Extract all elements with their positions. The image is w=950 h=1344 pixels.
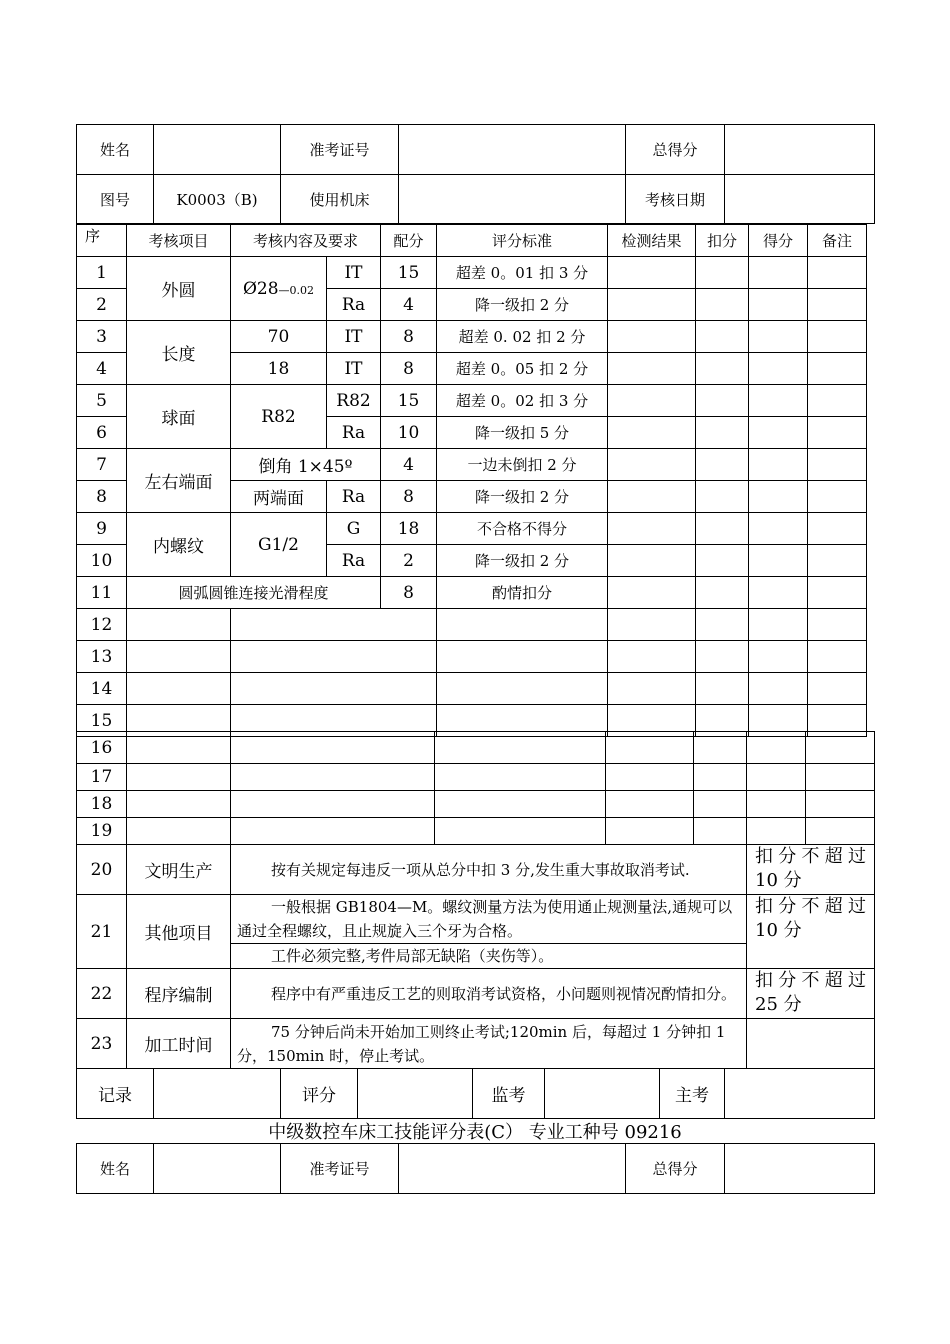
content-cell[interactable]	[231, 673, 437, 705]
row-content: 18	[231, 353, 327, 385]
record-label: 记录	[77, 1069, 154, 1119]
row-no: 4	[77, 353, 127, 385]
row-note	[747, 1019, 875, 1069]
row-req: Ra	[327, 417, 381, 449]
table-row	[77, 791, 875, 818]
remark-cell[interactable]	[806, 791, 875, 818]
col-result: 检测结果	[608, 225, 696, 257]
row-no: 6	[77, 417, 127, 449]
total-score-label: 总得分	[626, 125, 725, 175]
got-cell[interactable]	[749, 545, 808, 577]
next-form-title: 中级数控车床工技能评分表(C） 专业工种号 09216	[268, 1122, 682, 1143]
grade-label: 评分	[281, 1069, 358, 1119]
got-cell[interactable]	[749, 417, 808, 449]
row-standard: 一边未倒扣 2 分	[437, 449, 608, 481]
row-req: Ra	[327, 545, 381, 577]
row-req: Ra	[327, 289, 381, 321]
project-cell[interactable]	[127, 764, 231, 791]
deduct-cell[interactable]	[696, 641, 749, 673]
rule-text: 一般根据 GB1804—M。螺纹测量方法为使用通止规测量法,通规可以通过全程螺纹，且止规旋入三个牙为合格。	[237, 898, 733, 940]
supervise-label: 监考	[473, 1069, 545, 1119]
result-cell[interactable]	[608, 609, 696, 641]
row-no: 3	[77, 321, 127, 353]
row-project: 加工时间	[127, 1019, 231, 1069]
row-score: 15	[381, 257, 437, 289]
row-score: 8	[381, 353, 437, 385]
row-standard: 降一级扣 5 分	[437, 417, 608, 449]
row-no: 21	[77, 895, 127, 969]
row-project: 球面	[127, 385, 231, 449]
row-rule	[231, 944, 747, 969]
got-cell[interactable]	[749, 289, 808, 321]
col-deduct: 扣分	[696, 225, 749, 257]
deduct-cell[interactable]	[694, 791, 747, 818]
grade-value[interactable]	[358, 1069, 473, 1119]
got-cell[interactable]	[749, 385, 808, 417]
got-cell[interactable]	[749, 513, 808, 545]
deduct-cell[interactable]	[696, 321, 749, 353]
row-score: 10	[381, 417, 437, 449]
remark-cell[interactable]	[808, 449, 867, 481]
result-cell[interactable]	[608, 257, 696, 289]
row-no: 17	[77, 764, 127, 791]
exam-id-value[interactable]	[399, 125, 626, 175]
row-note: 扣分不超过 10 分	[747, 845, 875, 895]
row-no: 7	[77, 449, 127, 481]
remark-cell[interactable]	[806, 732, 875, 764]
got-cell[interactable]	[749, 257, 808, 289]
got-cell[interactable]	[749, 481, 808, 513]
row-no: 20	[77, 845, 127, 895]
result-cell[interactable]	[608, 481, 696, 513]
row-project: 文明生产	[127, 845, 231, 895]
remark-cell[interactable]	[808, 321, 867, 353]
row-rule	[231, 845, 747, 895]
row-no: 8	[77, 481, 127, 513]
row-standard: 超差 0。01 扣 3 分	[437, 257, 608, 289]
row-project: 左右端面	[127, 449, 231, 513]
col-standard: 评分标准	[437, 225, 608, 257]
row-no: 16	[77, 732, 127, 764]
project-cell[interactable]	[127, 791, 231, 818]
remark-cell[interactable]	[808, 417, 867, 449]
row-content: 倒角 1×45º	[231, 449, 381, 481]
remark-cell[interactable]	[808, 385, 867, 417]
remark-cell[interactable]	[808, 641, 867, 673]
row-req: IT	[327, 257, 381, 289]
chief-label: 主考	[660, 1069, 725, 1119]
row-score: 8	[381, 481, 437, 513]
remark-cell[interactable]	[808, 609, 867, 641]
total-score-label: 总得分	[626, 1144, 725, 1194]
extra-row	[77, 845, 875, 895]
project-cell[interactable]	[127, 641, 231, 673]
row-content: R82	[231, 385, 327, 449]
table-row	[77, 449, 867, 481]
col-got: 得分	[749, 225, 808, 257]
row-project: 内螺纹	[127, 513, 231, 577]
got-cell[interactable]	[749, 577, 808, 609]
supervise-value[interactable]	[545, 1069, 660, 1119]
row-req: IT	[327, 353, 381, 385]
got-cell[interactable]	[749, 641, 808, 673]
table-row	[77, 818, 875, 845]
chief-value[interactable]	[725, 1069, 875, 1119]
rule-text: 程序中有严重违反工艺的则取消考试资格，小问题则视情况酌情扣分。	[271, 984, 737, 1003]
result-cell[interactable]	[608, 417, 696, 449]
deduct-cell[interactable]	[696, 513, 749, 545]
result-cell[interactable]	[606, 818, 694, 845]
row-score: 18	[381, 513, 437, 545]
row-content: 70	[231, 321, 327, 353]
table-row	[77, 673, 867, 705]
row-no: 12	[77, 609, 127, 641]
remark-cell[interactable]	[806, 818, 875, 845]
remark-cell[interactable]	[808, 353, 867, 385]
project-cell[interactable]	[127, 609, 231, 641]
row-content: 圆弧圆锥连接光滑程度	[127, 577, 381, 609]
got-cell[interactable]	[747, 764, 806, 791]
result-cell[interactable]	[608, 289, 696, 321]
drawing-value: K0003（B)	[154, 175, 281, 224]
name-value[interactable]	[154, 125, 281, 175]
rule-text: 工件必须完整,考件局部无缺陷（夹伤等）。	[271, 947, 554, 965]
extra-row	[77, 895, 875, 944]
deduct-cell[interactable]	[696, 417, 749, 449]
content-cell[interactable]	[231, 818, 435, 845]
row-no: 22	[77, 969, 127, 1019]
row-standard: 超差 0。05 扣 2 分	[437, 353, 608, 385]
row-score: 4	[381, 449, 437, 481]
result-cell[interactable]	[606, 764, 694, 791]
row-req: Ra	[327, 481, 381, 513]
row-project: 长度	[127, 321, 231, 385]
exam-id-value[interactable]	[399, 1144, 626, 1194]
name-value[interactable]	[154, 1144, 281, 1194]
table-row	[77, 321, 867, 353]
row-standard: 超差 0。02 扣 3 分	[437, 385, 608, 417]
row-standard: 降一级扣 2 分	[437, 481, 608, 513]
row-no: 2	[77, 289, 127, 321]
remark-cell[interactable]	[808, 545, 867, 577]
table-row	[77, 257, 867, 289]
scoring-table	[76, 224, 867, 737]
deduct-cell[interactable]	[696, 257, 749, 289]
remark-cell[interactable]	[806, 764, 875, 791]
exam-id-label: 准考证号	[281, 125, 399, 175]
col-content: 考核内容及要求	[231, 225, 381, 257]
column-header-row	[77, 225, 867, 257]
standard-cell[interactable]	[435, 732, 606, 764]
result-cell[interactable]	[608, 513, 696, 545]
result-cell[interactable]	[608, 641, 696, 673]
row-standard: 超差 0. 02 扣 2 分	[437, 321, 608, 353]
diameter-tolerance: —0.02	[278, 283, 315, 297]
table-row	[77, 513, 867, 545]
row-score: 2	[381, 545, 437, 577]
col-no: 序	[77, 225, 127, 257]
deduct-cell[interactable]	[696, 353, 749, 385]
remark-cell[interactable]	[808, 289, 867, 321]
exam-id-label: 准考证号	[281, 1144, 399, 1194]
standard-cell[interactable]	[435, 818, 606, 845]
col-score: 配分	[381, 225, 437, 257]
table-row	[77, 577, 867, 609]
row-score: 15	[381, 385, 437, 417]
remark-cell[interactable]	[808, 577, 867, 609]
row-no: 10	[77, 545, 127, 577]
result-cell[interactable]	[608, 673, 696, 705]
result-cell[interactable]	[608, 321, 696, 353]
result-cell[interactable]	[606, 791, 694, 818]
machine-value[interactable]	[399, 175, 626, 224]
row-rule	[231, 1019, 747, 1069]
machine-label: 使用机床	[281, 175, 399, 224]
remark-cell[interactable]	[808, 257, 867, 289]
row-req: R82	[327, 385, 381, 417]
row-content	[231, 257, 327, 321]
record-value[interactable]	[154, 1069, 281, 1119]
project-cell[interactable]	[127, 818, 231, 845]
deduct-cell[interactable]	[694, 764, 747, 791]
row-no: 9	[77, 513, 127, 545]
table-row	[77, 764, 875, 791]
result-cell[interactable]	[608, 449, 696, 481]
row-standard: 酌情扣分	[437, 577, 608, 609]
row-standard: 不合格不得分	[437, 513, 608, 545]
col-remark: 备注	[808, 225, 867, 257]
extra-row	[77, 969, 875, 1019]
row-req: G	[327, 513, 381, 545]
deduct-cell[interactable]	[694, 732, 747, 764]
result-cell[interactable]	[608, 385, 696, 417]
content-cell[interactable]	[231, 791, 435, 818]
got-cell[interactable]	[747, 791, 806, 818]
row-req: IT	[327, 321, 381, 353]
standard-cell[interactable]	[437, 673, 608, 705]
standard-cell[interactable]	[435, 791, 606, 818]
total-score-value[interactable]	[725, 125, 875, 175]
content-cell[interactable]	[231, 732, 435, 764]
got-cell[interactable]	[749, 353, 808, 385]
row-note: 扣分不超过 10 分	[747, 895, 875, 969]
col-project: 考核项目	[127, 225, 231, 257]
row-no: 1	[77, 257, 127, 289]
table-row	[77, 609, 867, 641]
table-row	[77, 385, 867, 417]
content-cell[interactable]	[231, 764, 435, 791]
row-content: G1/2	[231, 513, 327, 577]
standard-cell[interactable]	[437, 609, 608, 641]
row-score: 8	[381, 577, 437, 609]
row-no: 13	[77, 641, 127, 673]
got-cell[interactable]	[749, 673, 808, 705]
header-table-2	[76, 1143, 875, 1194]
drawing-label: 图号	[77, 175, 154, 224]
row-project: 程序编制	[127, 969, 231, 1019]
row-no: 5	[77, 385, 127, 417]
name-label: 姓名	[77, 125, 154, 175]
row-no: 15	[77, 705, 127, 737]
row-no: 18	[77, 791, 127, 818]
result-cell[interactable]	[608, 577, 696, 609]
table-row	[77, 641, 867, 673]
row-no: 14	[77, 673, 127, 705]
result-cell[interactable]	[608, 353, 696, 385]
got-cell[interactable]	[747, 732, 806, 764]
row-rule	[231, 969, 747, 1019]
got-cell[interactable]	[749, 609, 808, 641]
deduct-cell[interactable]	[696, 609, 749, 641]
deduct-cell[interactable]	[696, 449, 749, 481]
remark-cell[interactable]	[808, 481, 867, 513]
deduct-cell[interactable]	[696, 673, 749, 705]
content-cell[interactable]	[231, 641, 437, 673]
project-cell[interactable]	[127, 673, 231, 705]
deduct-cell[interactable]	[696, 481, 749, 513]
exam-date-value[interactable]	[725, 175, 875, 224]
extra-row	[77, 1019, 875, 1069]
content-cell[interactable]	[231, 609, 437, 641]
row-no: 23	[77, 1019, 127, 1069]
table-row	[77, 732, 875, 764]
result-cell[interactable]	[606, 732, 694, 764]
project-cell[interactable]	[127, 732, 231, 764]
remark-cell[interactable]	[808, 513, 867, 545]
deduct-cell[interactable]	[696, 289, 749, 321]
row-no: 11	[77, 577, 127, 609]
row-standard: 降一级扣 2 分	[437, 545, 608, 577]
got-cell[interactable]	[749, 321, 808, 353]
result-cell[interactable]	[608, 545, 696, 577]
row-rule	[231, 895, 747, 944]
row-no: 19	[77, 818, 127, 845]
standard-cell[interactable]	[435, 764, 606, 791]
rule-text: 75 分钟后尚未开始加工则终止考试;120min 后，每超过 1 分钟扣 1 分，150min 时，停止考试。	[237, 1022, 726, 1065]
remark-cell[interactable]	[808, 673, 867, 705]
row-project: 外圆	[127, 257, 231, 321]
row-standard: 降一级扣 2 分	[437, 289, 608, 321]
standard-cell[interactable]	[437, 641, 608, 673]
deduct-cell[interactable]	[696, 545, 749, 577]
exam-date-label: 考核日期	[626, 175, 725, 224]
diameter-value: Ø28	[242, 278, 279, 299]
name-label: 姓名	[77, 1144, 154, 1194]
header-table	[76, 124, 875, 224]
row-score: 8	[381, 321, 437, 353]
got-cell[interactable]	[747, 818, 806, 845]
deduct-cell[interactable]	[696, 577, 749, 609]
signature-table	[76, 1068, 875, 1119]
deduct-cell[interactable]	[696, 385, 749, 417]
rule-text: 按有关规定每违反一项从总分中扣 3 分,发生重大事故取消考试.	[271, 860, 690, 879]
row-content: 两端面	[231, 481, 327, 513]
got-cell[interactable]	[749, 449, 808, 481]
lower-table	[76, 731, 875, 1069]
row-score: 4	[381, 289, 437, 321]
row-note: 扣分不超过 25 分	[747, 969, 875, 1019]
total-score-value[interactable]	[725, 1144, 875, 1194]
deduct-cell[interactable]	[694, 818, 747, 845]
row-project: 其他项目	[127, 895, 231, 969]
